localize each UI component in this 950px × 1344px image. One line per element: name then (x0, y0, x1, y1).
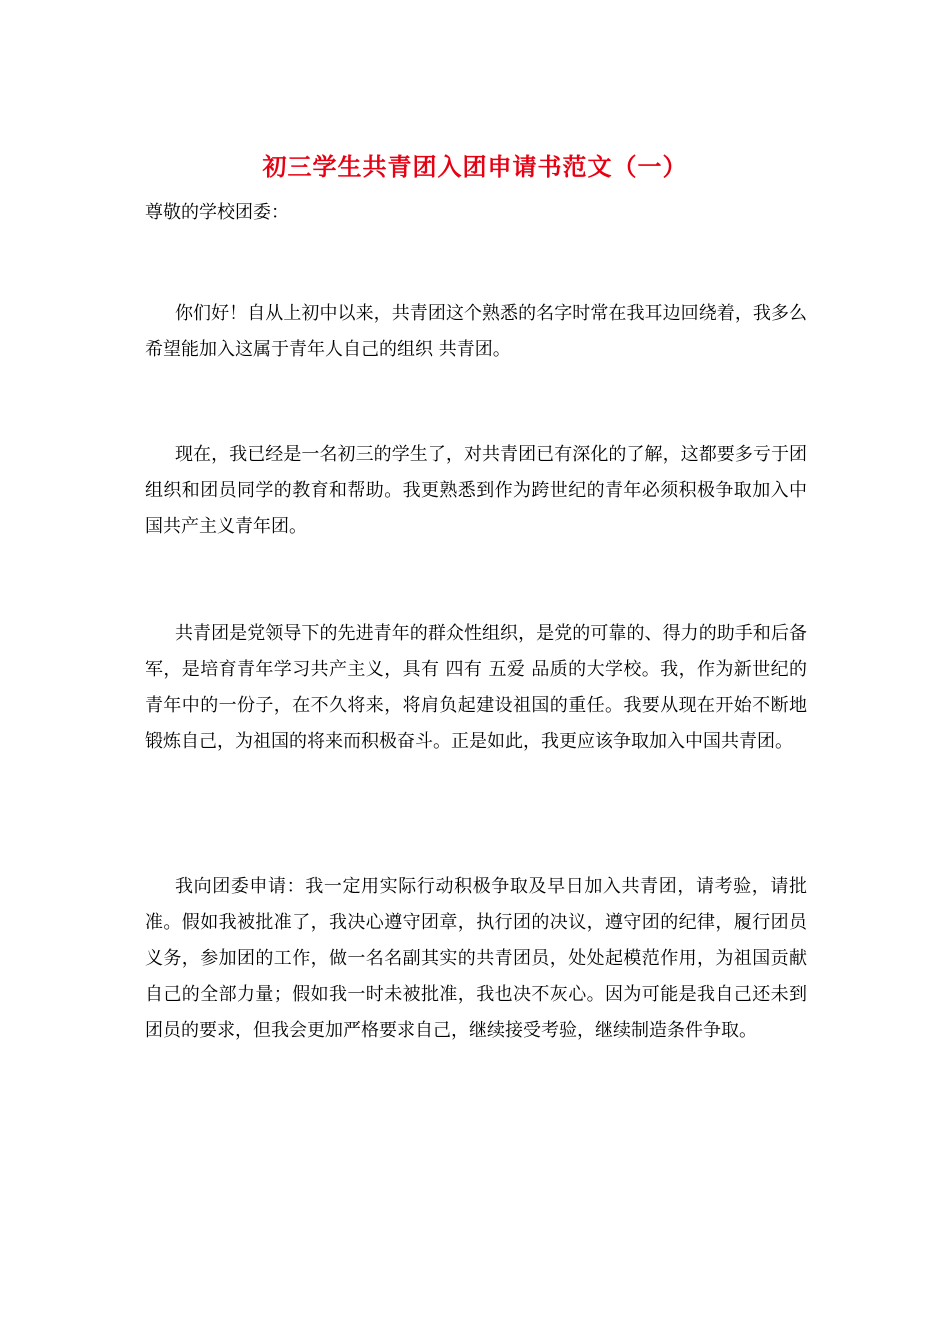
paragraph: 我向团委申请：我一定用实际行动积极争取及早日加入共青团，请考验，请批准。假如我被批准了，我决心遵守团章，执行团的决议，遵守团的纪律，履行团员义务，参加团的工作，做一名名副其实的共青团员，处处起模范作用，为祖国贡献自己的全部力量；假如我一时未被批准，我也决不灰心。因为可能是我自己还未到团员的要求，但我会更加严格要求自己，继续接受考验，继续制造条件争取。 (145, 876, 807, 1041)
salutation: 尊敬的学校团委： (145, 202, 289, 223)
paragraph: 现在，我已经是一名初三的学生了，对共青团已有深化的了解，这都要多亏于团组织和团员同学的教育和帮助。我更熟悉到作为跨世纪的青年必须积极争取加入中国共产主义青年团。 (145, 444, 807, 537)
paragraph: 共青团是党领导下的先进青年的群众性组织，是党的可靠的、得力的助手和后备军，是培育青年学习共产主义，具有 四有 五爱 品质的大学校。我，作为新世纪的青年中的一份子，在不久将来，将肩负起建设祖国的重任。我要从现在开始不断地锻炼自己，为祖国的将来而积极奋斗。正是如此，我更应该争取加入中国共青团。 (145, 623, 807, 752)
paragraph: 你们好！自从上初中以来，共青团这个熟悉的名字时常在我耳边回绕着，我多么希望能加入这属于青年人自己的组织 共青团。 (145, 303, 807, 360)
document-title: 初三学生共青团入团申请书范文（一） (262, 152, 688, 181)
